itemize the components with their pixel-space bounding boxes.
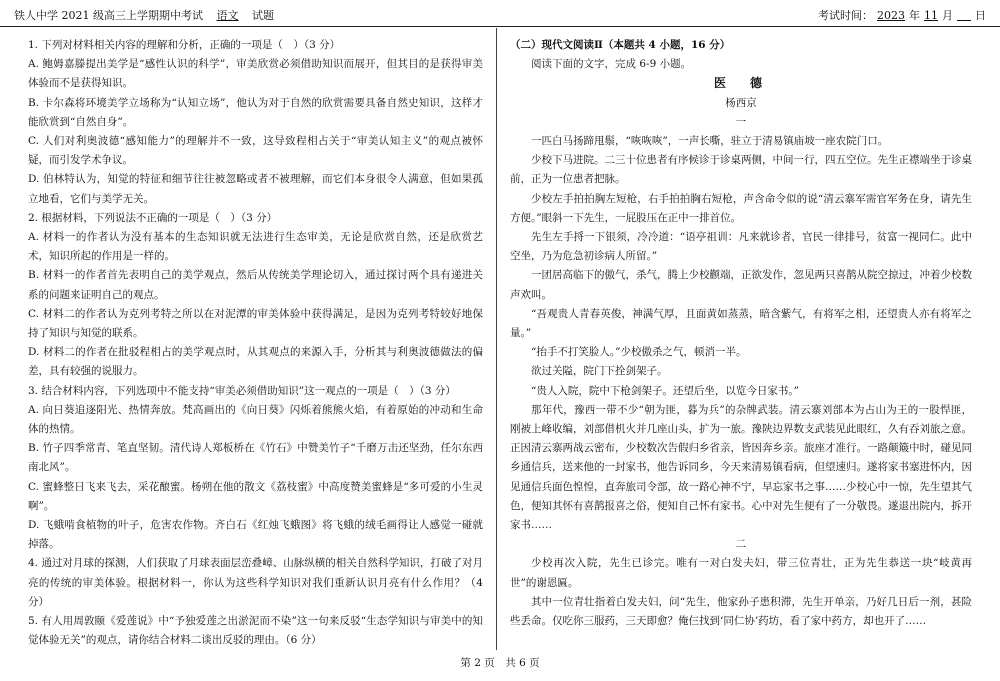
story-paragraph: 欲过关隘，院门下拴剑架子。 xyxy=(531,365,668,378)
right-column xyxy=(510,36,972,648)
story-paragraph: “吾观贵人青春英俊，神满气厚，且面黄如蒸蒸，暗含紫气，有将军之相，还望贵人亦有将军之量。” xyxy=(510,307,972,340)
exam-month: 11 xyxy=(924,9,938,22)
page-number: 第 2 页 共 6 页 xyxy=(460,657,540,669)
option-3c: C. 蜜蜂整日飞来飞去，采花酿蜜。杨朔在他的散文《荔枝蜜》中高度赞美蜜蜂是“多可爱的小生灵啊”。 xyxy=(28,480,483,512)
subject-name: 语文 xyxy=(216,9,239,22)
page-header xyxy=(0,0,1000,27)
story-paragraph: 少校再次入院，先生已诊完。唯有一对白发夫妇，带三位青壮，正为先生恭送一块“岐黄再世”的谢恩匾。 xyxy=(510,557,972,589)
part-number-one: 一 xyxy=(735,115,747,128)
question-2: 2. 根据材料，下列说法不正确的一项是（ ）（3 分） xyxy=(28,211,278,224)
option-3d: D. 飞蛾啃食植物的叶子，危害农作物。齐白石《红烛飞蛾图》将飞蛾的绒毛画得让人感觉一碰就掉落。 xyxy=(28,519,483,551)
option-1b: B. 卡尔森将环境美学立场称为“认知立场”，他认为对于自然的欣赏需要具备自然史知识，这样才能欣赏到“自然自身”。 xyxy=(28,96,483,128)
story-title: 医 德 xyxy=(713,76,768,91)
exam-suffix: 试题 xyxy=(252,9,274,22)
story-paragraph: 一团居高临下的傲气，杀气，腾上少校颧端，正欲发作，忽见两只喜鹊从院空掠过，冲着少校数声欢叫。 xyxy=(510,269,972,301)
story-paragraph: 少校下马进院。二三十位患者有序候诊于诊桌两侧，中间一行，四五空位。先生正襟端坐于诊桌前，正为一位患者把脉。 xyxy=(510,154,972,186)
story-paragraph: “抬手不打笑脸人。”少校傲杀之气，顿消一半。 xyxy=(531,346,747,359)
part-number-two: 二 xyxy=(735,538,747,551)
option-3b: B. 竹子四季常青、笔直坚韧。清代诗人郑板桥在《竹石》中赞美竹子“千磨万击还坚劲，任尔东西南北风”。 xyxy=(28,442,483,474)
exam-name: 2021 级高三上学期期中考试 xyxy=(61,9,203,22)
time-label: 考试时间： xyxy=(818,9,873,22)
option-1a: A. 鲍姆嘉滕提出美学是“感性认识的科学”，审美欣赏必须借助知识而展开，但其目的是获得审美体验而不是获得知识。 xyxy=(28,58,483,90)
reading-instruction: 阅读下面的文字，完成 6-9 小题。 xyxy=(531,58,692,71)
exam-year: 2023 xyxy=(877,9,905,22)
option-3a: A. 向日葵追逐阳光、热情奔放。梵高画出的《向日葵》闪烁着熊熊火焰，有着原始的冲动和生命体的热情。 xyxy=(28,403,483,436)
story-paragraph: 一匹白马扬蹄甩鬃，“咴咴咴”，一声长嘶，驻立于清易镇庙坡一座农院门口。 xyxy=(531,135,889,148)
option-2c: C. 材料二的作者认为克列考特之所以在对泥潭的审美体验中获得满足，是因为克列考特较好地保持了知识与知觉的联系。 xyxy=(28,307,483,340)
question-3: 3. 结合材料内容，下列选项中不能支持“审美必须借助知识”这一观点的一项是（ ）（3 分） xyxy=(28,384,456,397)
option-2a: A. 材料一的作者认为没有基本的生态知识就无法进行生态审美，无论是欣赏自然，还是欣赏艺术，知识所起的作用是一样的。 xyxy=(28,231,483,263)
story-paragraph: 那年代，豫西一带不少“朝为匪，暮为兵”的杂牌武装。清云寨刘部本为占山为王的一股悍匪，刚被上峰收编，刘部借机火并几座山头，扩为一旅。豫陕边界数支武装见此眼红，久有吞刘旅之意。正因清云寨两战云密布，少校数次告假归乡省亲，皆因奔乡亲。旅座才准行。一路颠簸中时，碰见同乡通信兵，送来他的一封家书，他告诉同乡，今天来清易镇看病，但望速归。遂将家书塞进怀内，因见通信兵面色惶惶，直奔旅司令部，故一路心神不宁，早忘家书之事……少校心中一惊，先生望其气色，便知其怀有喜鹊报喜之俗，便知自己怀有家书。心中对先生便有了一分敬畏。遂退出院内，拆开家书…… xyxy=(510,403,972,532)
month-unit: 月 xyxy=(942,9,953,22)
question-5: 5. 有人用周敦颐《爱莲说》中“予独爱莲之出淤泥而不染”这一句来反驳“生态学知识与审美中的知觉体验无关”的观点，请你结合材料二谈出反驳的理由。（6 分） xyxy=(28,615,483,647)
option-2b: B. 材料一的作者首先表明自己的美学观点，然后从传统美学理论切入，通过探讨两个具有递进关系的问题来证明自己的观点。 xyxy=(28,269,483,301)
section-heading: （二）现代文阅读Ⅱ（本题共 4 小题，16 分） xyxy=(510,39,731,51)
option-1d: D. 伯林特认为，知觉的特征和细节往往被忽略或者不被理解，而它们本身很令人满意，但如果孤立地看，它们与美学无关。 xyxy=(28,173,483,205)
question-4: 4. 通过对月球的探测，人们获取了月球表面层峦叠嶂、山脉纵横的相关自然科学知识，打破了对月亮的传统的审美体验。根据材料一，你认为这些科学知识对我们重新认识月亮有什么作用？（4 分） xyxy=(28,557,483,608)
column-divider xyxy=(496,28,497,650)
story-paragraph: “贵人入院，院中下枪剑架子。还望后坐，以览今日家书。” xyxy=(531,384,799,397)
story-paragraph: 先生左手捋一下银须，冷冷道：“语亭祖训：凡来就诊者，官民一律排号，贫富一视同仁。此中空坐，乃为危急初诊病人所留。” xyxy=(510,231,972,263)
year-unit: 年 xyxy=(909,9,920,22)
exam-title xyxy=(14,7,274,23)
day-unit: 日 xyxy=(975,9,986,22)
option-1c: C. 人们对利奥波德“感知能力”的理解并不一致，这导致程相占关于“审美认知主义”的观点被怀疑，而引发学术争议。 xyxy=(28,135,483,167)
story-paragraph: 其中一位青壮指着白发夫妇，问“先生，他家孙子患积滞，先生开单亲，乃好几日后一剂，甚险些丢命。仅吃你三服药，三天即愈？俺仨找到‘同仁协’药坊，看了家中药方，却也开了…… xyxy=(510,595,972,628)
exam-date xyxy=(818,7,986,23)
option-2d: D. 材料二的作者在批驳程相占的美学观点时，从其观点的来源入手，分析其与利奥波德做法的偏差，具有较强的说服力。 xyxy=(28,346,483,378)
left-column xyxy=(28,36,483,648)
school-name: 铁人中学 xyxy=(14,9,58,22)
story-author: 杨西京 xyxy=(725,96,757,109)
exam-day xyxy=(953,9,975,22)
question-1: 1. 下列对材料相关内容的理解和分析，正确的一项是（ ）（3 分） xyxy=(28,39,341,51)
story-paragraph: 少校左手拍拍胸左短枪，右手拍拍胸右短枪，声含命令似的说“清云寨军需官军务在身，请先生方便。”眼斜一下先生，一屁股压在正中一排首位。 xyxy=(510,192,972,224)
